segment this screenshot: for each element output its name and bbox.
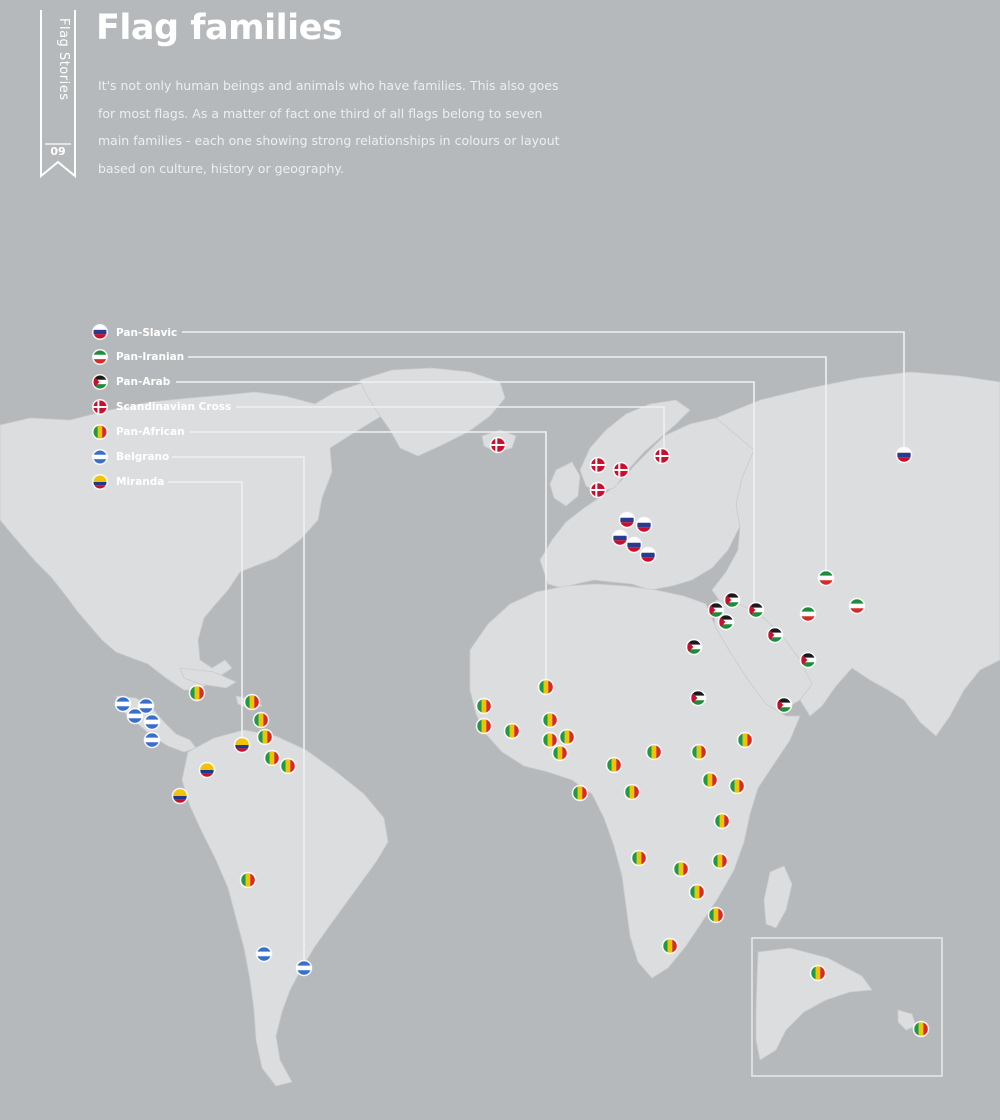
legend-icon-miranda (92, 474, 108, 490)
intro-line: It's not only human beings and animals who have families. This also goes (98, 78, 559, 93)
flag-marker-pan-african[interactable] (689, 884, 706, 901)
flag-marker-pan-slavic[interactable] (619, 512, 636, 529)
intro-line: based on culture, history or geography. (98, 160, 345, 176)
flag-marker-pan-slavic[interactable] (896, 447, 913, 464)
legend-label-belgrano: Belgrano (116, 451, 170, 463)
flag-marker-pan-slavic[interactable] (636, 517, 653, 534)
flag-marker-pan-african[interactable] (646, 744, 663, 761)
page-title: Flag families (96, 8, 343, 48)
flag-marker-pan-arab[interactable] (690, 690, 707, 707)
legend-icon-pan-slavic (92, 324, 108, 340)
legend-label-pan-iranian: Pan-Iranian (116, 351, 185, 363)
flag-marker-scandinavian-cross[interactable] (590, 457, 607, 474)
flag-marker-pan-arab[interactable] (776, 697, 793, 714)
legend-icon-pan-iranian (92, 349, 108, 365)
flag-marker-pan-african[interactable] (631, 850, 648, 867)
flag-marker-pan-african[interactable] (244, 694, 261, 711)
legend-label-miranda: Miranda (116, 476, 165, 488)
flag-marker-pan-arab[interactable] (724, 592, 741, 609)
flag-marker-belgrano[interactable] (144, 732, 161, 749)
flag-marker-pan-arab[interactable] (767, 627, 784, 644)
flag-marker-pan-african[interactable] (673, 861, 690, 878)
flag-marker-belgrano[interactable] (115, 696, 132, 713)
flag-marker-pan-arab[interactable] (748, 602, 765, 619)
flag-marker-pan-african[interactable] (280, 758, 297, 775)
flag-marker-pan-arab[interactable] (718, 614, 735, 631)
legend-label-pan-slavic: Pan-Slavic (116, 327, 178, 339)
flag-marker-pan-slavic[interactable] (640, 547, 657, 564)
flag-marker-pan-african[interactable] (714, 813, 731, 830)
flag-marker-pan-arab[interactable] (800, 652, 817, 669)
flag-marker-pan-african[interactable] (257, 729, 274, 746)
flag-marker-scandinavian-cross[interactable] (613, 462, 630, 479)
legend-label-scandinavian-cross: Scandinavian Cross (116, 401, 232, 413)
flag-marker-pan-african[interactable] (559, 729, 576, 746)
north-america-landmass (0, 383, 410, 690)
flag-marker-pan-african[interactable] (542, 712, 559, 729)
flag-marker-belgrano[interactable] (296, 960, 313, 977)
flag-marker-pan-african[interactable] (476, 718, 493, 735)
legend-label-pan-african: Pan-African (116, 426, 185, 438)
flag-marker-scandinavian-cross[interactable] (654, 448, 671, 465)
madagascar-landmass (764, 866, 792, 928)
flag-marker-pan-iranian[interactable] (800, 606, 817, 623)
flag-marker-pan-african[interactable] (606, 757, 623, 774)
intro-line: for most flags. As a matter of fact one third of all flags belong to seven (98, 105, 543, 121)
flag-marker-pan-african[interactable] (624, 784, 641, 801)
flag-marker-belgrano[interactable] (127, 708, 144, 725)
flag-marker-pan-african[interactable] (542, 732, 559, 749)
flag-marker-belgrano[interactable] (256, 946, 273, 963)
legend-icon-belgrano (92, 449, 108, 465)
flag-marker-pan-african[interactable] (572, 785, 589, 802)
legend-icon-scandinavian-cross (92, 399, 108, 415)
flag-marker-pan-african[interactable] (737, 732, 754, 749)
flag-marker-miranda[interactable] (199, 762, 216, 779)
flag-marker-pan-african[interactable] (702, 772, 719, 789)
flag-marker-pan-african[interactable] (189, 685, 206, 702)
flag-marker-pan-slavic[interactable] (626, 537, 643, 554)
flag-marker-pan-african[interactable] (253, 712, 270, 729)
flag-marker-miranda[interactable] (172, 788, 189, 805)
flag-marker-pan-african[interactable] (264, 750, 281, 767)
flag-marker-pan-african[interactable] (913, 1021, 930, 1038)
ribbon-label: Flag Stories (56, 18, 71, 101)
flag-marker-pan-african[interactable] (240, 872, 257, 889)
south-america-landmass (182, 730, 388, 1086)
flag-marker-pan-iranian[interactable] (818, 570, 835, 587)
british-isles-landmass (550, 462, 580, 506)
flag-marker-pan-african[interactable] (662, 938, 679, 955)
legend-icon-pan-arab (92, 374, 108, 390)
ribbon-number: 09 (50, 145, 66, 158)
legend-label-pan-arab: Pan-Arab (116, 376, 171, 388)
flag-marker-pan-african[interactable] (810, 965, 827, 982)
flag-marker-pan-african[interactable] (691, 744, 708, 761)
flag-marker-pan-african[interactable] (729, 778, 746, 795)
flag-marker-pan-iranian[interactable] (849, 598, 866, 615)
intro-line: main families - each one showing strong relationships in colours or layout (98, 133, 560, 148)
flag-marker-pan-african[interactable] (552, 745, 569, 762)
oceania-inset (752, 938, 942, 1076)
flag-marker-miranda[interactable] (234, 737, 251, 754)
flag-marker-scandinavian-cross[interactable] (590, 482, 607, 499)
flag-marker-pan-african[interactable] (538, 679, 555, 696)
flag-marker-belgrano[interactable] (144, 714, 161, 731)
flag-marker-pan-african[interactable] (708, 907, 725, 924)
flag-marker-pan-african[interactable] (504, 723, 521, 740)
flag-marker-pan-arab[interactable] (686, 639, 703, 656)
intro-paragraph (98, 72, 638, 182)
legend-icon-pan-african (92, 424, 108, 440)
flag-marker-pan-african[interactable] (476, 698, 493, 715)
flag-marker-scandinavian-cross[interactable] (490, 437, 507, 454)
flag-marker-pan-african[interactable] (712, 853, 729, 870)
